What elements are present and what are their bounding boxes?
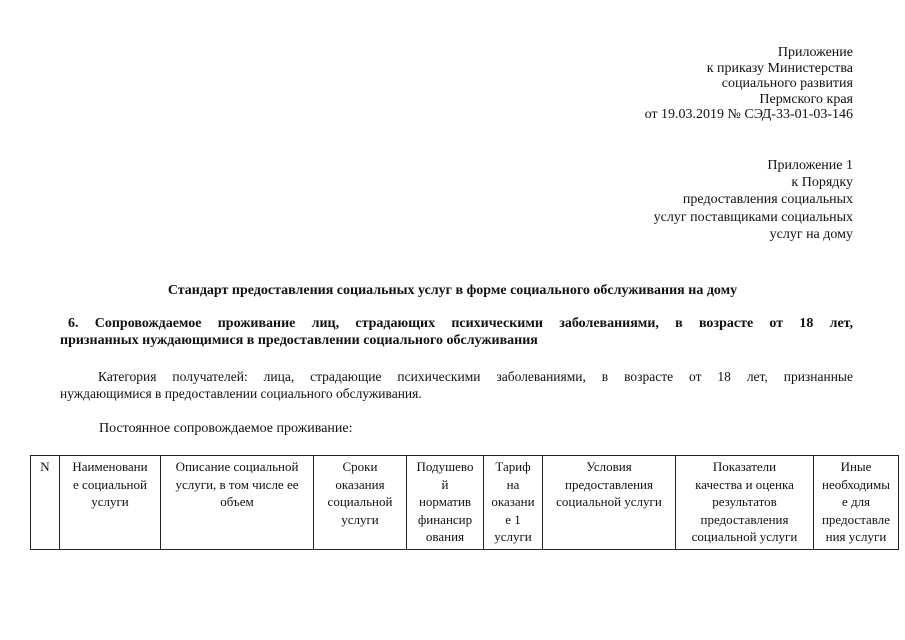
header-description: Описание социальной услуги, в том числе ее объем (161, 456, 314, 550)
recipient-category-paragraph (60, 368, 853, 402)
header-terms: Сроки оказания социальной услуги (314, 456, 407, 550)
appendix-line: от 19.03.2019 № СЭД-33-01-03-146 (644, 107, 853, 122)
appendix-line: услуг на дому (769, 226, 853, 242)
appendix-procedure-reference (654, 157, 853, 243)
paragraph-line: Категория получателей: лица, страдающие психическими заболеваниями, в возрасте от 18 лет, признанные (98, 369, 853, 384)
header-tariff: Тариф на оказани е 1 услуги (484, 456, 543, 550)
appendix-line: Приложение 1 (767, 158, 853, 173)
section-heading-line: 6. Сопровождаемое проживание лиц, страдающих психическими заболеваниями, в возрасте от 18 лет, (68, 316, 853, 331)
services-table (30, 455, 899, 550)
appendix-line: к Порядку (791, 175, 853, 191)
table-header-row (31, 456, 899, 550)
paragraph-line: нуждающимися в предоставлении социального обслуживания. (60, 386, 422, 401)
header-service-name: Наименовани е социальной услуги (60, 456, 161, 550)
appendix-line: предоставления социальных (682, 192, 853, 208)
section-heading-line: признанных нуждающимися в предоставлении социального обслуживания (60, 333, 538, 348)
section-heading (60, 315, 853, 349)
header-number: N (31, 456, 60, 550)
appendix-line: социального развития (721, 76, 853, 91)
document-title: Стандарт предоставления социальных услуг в форме социального обслуживания на дому (167, 283, 738, 298)
appendix-line: Пермского края (759, 91, 853, 107)
permanent-living-label: Постоянное сопровождаемое проживание: (99, 421, 353, 436)
appendix-line: к приказу Министерства (706, 60, 853, 76)
appendix-order-reference (645, 45, 853, 123)
header-conditions: Условия предоставления социальной услуги (543, 456, 676, 550)
header-other: Иные необходимы е для предоставле ния услуги (814, 456, 899, 550)
header-per-capita-norm: Подушево й норматив финансир ования (407, 456, 484, 550)
appendix-line: Приложение (777, 45, 853, 60)
header-quality-indicators: Показатели качества и оценка результатов предоставления социальной услуги (676, 456, 814, 550)
appendix-line: услуг поставщиками социальных (653, 209, 853, 225)
